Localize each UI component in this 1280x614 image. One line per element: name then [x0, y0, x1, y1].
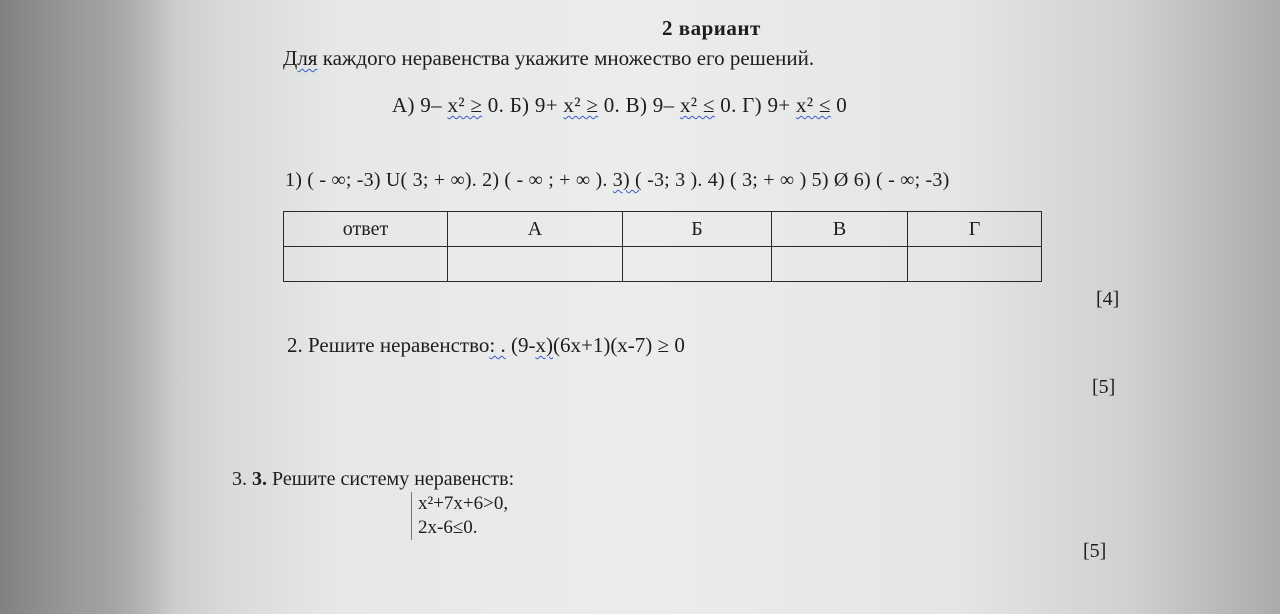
screen-bezel-shadow	[0, 0, 175, 614]
task3-bold-number: 3.	[252, 468, 267, 490]
system-line-1: x²+7x+6>0,	[418, 493, 509, 514]
ineq-c-prefix: 0. В) 9–	[598, 93, 680, 117]
task2-expr-end: (6х+1)(х-7) ≥ 0	[552, 333, 685, 357]
ineq-d-term: x² ≤	[795, 93, 831, 117]
header-b: Б	[623, 212, 772, 247]
task2-score: [5]	[1092, 376, 1116, 398]
task2-colon: : .	[489, 333, 506, 357]
options-1-2: 1) ( - ∞; -3) U( 3; + ∞). 2) ( - ∞ ; + ∞ ).	[285, 169, 613, 191]
task3-prompt: Решите систему неравенств:	[267, 468, 515, 490]
answer-cell-label	[284, 247, 448, 282]
task2-expr-x: х)	[535, 333, 553, 357]
task3-score: [5]	[1083, 540, 1107, 562]
task3-text	[232, 468, 514, 491]
answer-cell-b[interactable]	[623, 247, 772, 282]
task1-score: [4]	[1096, 288, 1120, 310]
system-line-2: 2х-6≤0.	[418, 517, 478, 538]
answer-cell-a[interactable]	[448, 247, 623, 282]
header-a: А	[448, 212, 623, 247]
answer-table	[283, 211, 1042, 282]
header-answer: ответ	[284, 212, 448, 247]
task1-prompt-first-word: Для	[283, 46, 318, 70]
option-3-start: 3) (	[612, 169, 642, 191]
task2-text	[287, 333, 685, 358]
task1-prompt	[283, 46, 814, 71]
task2-prompt: 2. Решите неравенство	[287, 333, 490, 357]
answer-cell-v[interactable]	[772, 247, 908, 282]
ineq-a-term: x² ≥	[447, 93, 483, 117]
task2-expr-start: (9-	[505, 333, 536, 357]
answer-table-answer-row	[284, 247, 1042, 282]
task3-system	[411, 492, 508, 540]
ineq-d-prefix: 0. Г) 9+	[714, 93, 796, 117]
ineq-b-prefix: 0. Б) 9+	[482, 93, 564, 117]
ineq-c-term: x² ≤	[679, 93, 715, 117]
answer-cell-g[interactable]	[908, 247, 1042, 282]
ineq-a-prefix: А) 9–	[392, 93, 448, 117]
variant-title: 2 вариант	[662, 16, 761, 40]
options-3-6: -3; 3 ). 4) ( 3; + ∞ ) 5) Ø 6) ( - ∞; -3)	[641, 169, 950, 191]
task3-number: 3.	[232, 468, 252, 490]
task1-inequalities	[392, 93, 847, 118]
answer-table-header-row	[284, 212, 1042, 247]
ineq-d-suffix: 0	[830, 93, 848, 117]
task1-options	[285, 169, 949, 192]
task1-prompt-rest: каждого неравенства укажите множество его решений.	[317, 46, 815, 70]
ineq-b-term: x² ≥	[563, 93, 599, 117]
header-v: В	[772, 212, 908, 247]
header-g: Г	[908, 212, 1042, 247]
